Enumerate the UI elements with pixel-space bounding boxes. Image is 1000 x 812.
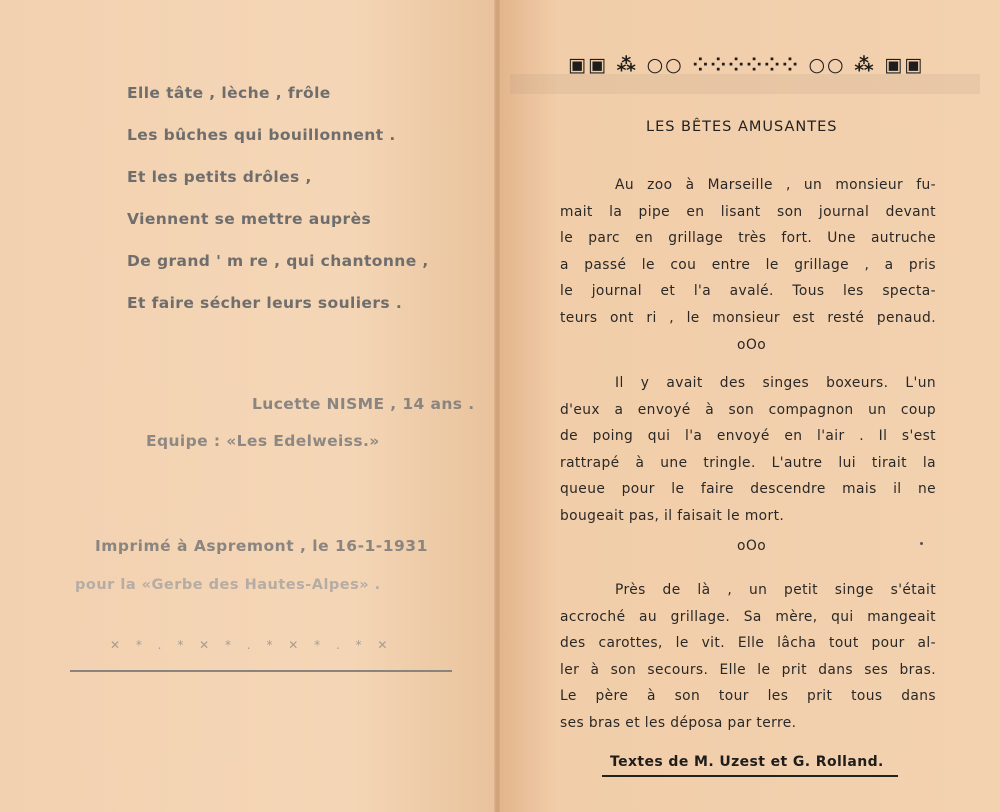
text-line: teurs ont ri , le monsieur est resté penaud. [560, 309, 936, 326]
paragraph-boxing-monkeys [560, 370, 936, 529]
text-line: bougeait pas, il faisait le mort. [560, 507, 785, 524]
text-line: mait la pipe en lisant son journal devant [560, 203, 936, 220]
text-line: d'eux a envoyé à son compagnon un coup [560, 401, 936, 418]
poem-line: Et les petits drôles , [127, 168, 312, 186]
paragraph-little-monkey [560, 577, 936, 736]
star-ornament: ✕ * . * ✕ * . * ✕ * . * ✕ [110, 638, 394, 652]
credits-underline [602, 775, 898, 777]
poem-line: Les bûches qui bouillonnent . [127, 126, 396, 144]
print-info: Imprimé à Aspremont , le 16-1-1931 [95, 537, 428, 555]
divider-rule [70, 670, 452, 672]
paragraph-ostrich [560, 172, 936, 331]
text-line: de poing qui l'a envoyé en l'air . Il s'est [560, 428, 936, 444]
text-line: Il y avait des singes boxeurs. L'un [615, 375, 936, 391]
credits: Textes de M. Uzest et G. Rolland. [610, 754, 884, 770]
text-line: rattrapé à une tringle. L'autre lui tirait la [560, 454, 936, 471]
poem-line: Viennent se mettre auprès [127, 210, 372, 228]
text-line: le journal et l'a avalé. Tous les specta- [560, 283, 936, 299]
poem-line: Elle tâte , lèche , frôle [127, 84, 331, 102]
text-line: Au zoo à Marseille , un monsieur fu- [615, 177, 936, 193]
text-line: Près de là , un petit singe s'était [615, 582, 936, 598]
text-line: des carottes, le vit. Elle lâcha tout pour al- [560, 635, 936, 651]
section-separator: oOo [737, 337, 767, 353]
publisher-info: pour la «Gerbe des Hautes-Alpes» . [75, 577, 381, 593]
text-line: queue pour le faire descendre mais il ne [560, 481, 936, 497]
poem-line: De grand ' m re , qui chantonne , [127, 252, 429, 270]
text-line: le parc en grillage très fort. Une autruche [560, 230, 936, 246]
ink-dot [920, 542, 923, 545]
text-line: ler à son secours. Elle le prit dans ses bras. [560, 661, 936, 678]
header-ornament: ▣▣ ⁂ ○○ ⁘⁘⁘⁘⁘⁘ ○○ ⁂ ▣▣ [568, 54, 925, 76]
team-name: Equipe : «Les Edelweiss.» [146, 432, 380, 450]
bleed-through [510, 74, 980, 94]
page-title: LES BÊTES AMUSANTES [646, 119, 838, 135]
text-line: a passé le cou entre le grillage , a pris [560, 256, 936, 273]
poem [127, 78, 429, 330]
text-line: Le père à son tour les prit tous dans [560, 688, 936, 704]
poem-line: Et faire sécher leurs souliers . [127, 294, 403, 312]
text-line: accroché au grillage. Sa mère, qui mangeait [560, 608, 936, 625]
book-gutter [494, 0, 500, 812]
text-line: ses bras et les déposa par terre. [560, 714, 797, 731]
author-signature: Lucette NISME , 14 ans . [252, 395, 475, 413]
section-separator: oOo [737, 538, 767, 554]
